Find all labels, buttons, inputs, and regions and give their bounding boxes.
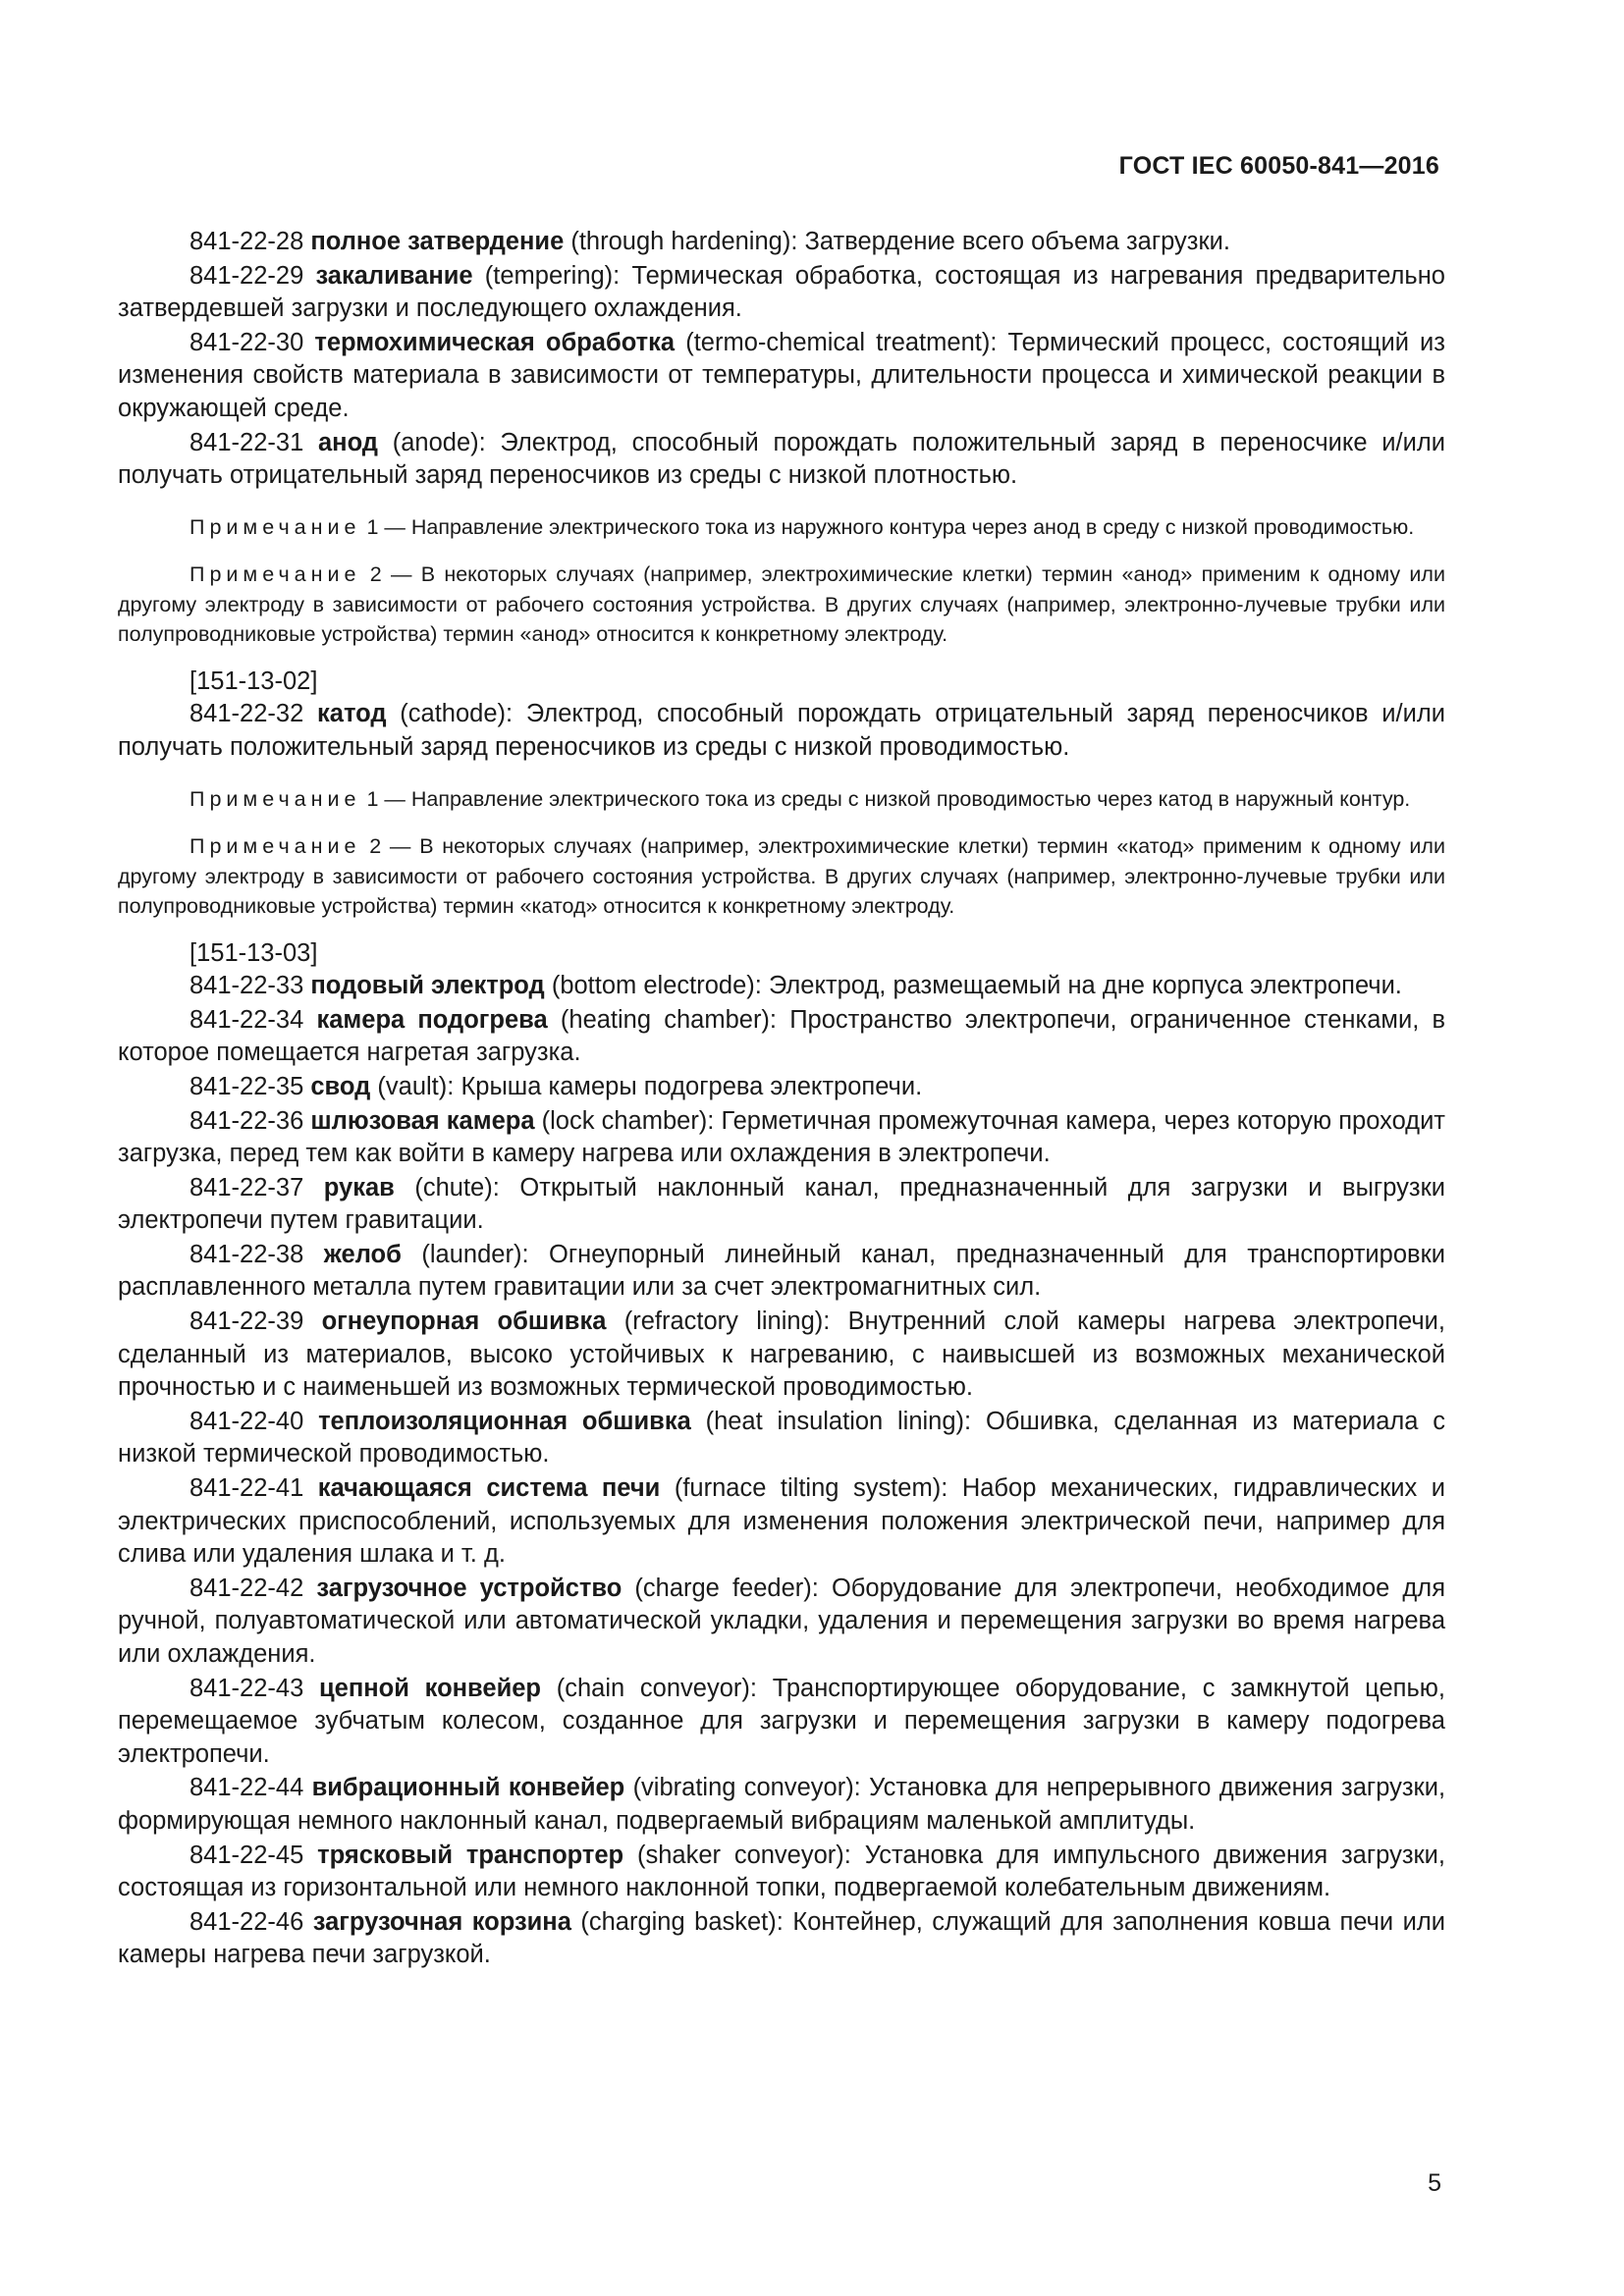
term-english: (through hardening):	[570, 228, 798, 255]
term-english: (anode):	[392, 428, 486, 456]
term-entry	[118, 970, 1445, 1003]
term-english: (bottom electrode):	[551, 972, 762, 1000]
term-english: (heat insulation lining):	[705, 1407, 972, 1435]
term-english: (termo-chemical treatment):	[685, 328, 998, 356]
term-english: (furnace tilting system):	[674, 1474, 948, 1503]
term-definition: Электрод, размещаемый на дне корпуса электропечи.	[768, 972, 1402, 1000]
term-number: 841-22-28	[189, 228, 304, 255]
term-definition: Обшивка, сделанная из материала с низкой термической проводимостью.	[118, 1407, 1446, 1468]
term-definition: Пространство электропечи, ограниченное стенками, в которое помещается нагретая загрузка.	[118, 1005, 1445, 1067]
term-title: огнеупорная обшивка	[321, 1308, 607, 1336]
term-entry	[118, 1406, 1445, 1471]
term-definition: Оборудование для электропечи, необходимое для ручной, полуавтоматической или автоматической укладки, удаления и перемещения загрузки во время нагрева или охлаждения.	[118, 1574, 1445, 1668]
term-entry	[118, 1071, 1445, 1104]
term-definition: Установка для импульсного движения загрузки, состоящая из горизонтальной или немного наклонной топки, подвергаемой колебательным движениям.	[118, 1841, 1445, 1902]
term-english: (vibrating conveyor):	[632, 1774, 861, 1802]
term-definition: Установка для непрерывного движения загрузки, формирующая немного наклонный канал, подвергаемый вибрациям маленькой амплитуды.	[118, 1774, 1446, 1835]
term-english: (refractory lining):	[623, 1308, 831, 1336]
note	[118, 560, 1445, 650]
term-definition: Термическая обработка, состоящая из нагревания предварительно затвердевшей загрузки и последующего охлаждения.	[118, 261, 1445, 323]
term-entry	[118, 1306, 1445, 1405]
term-entry	[118, 1472, 1445, 1572]
term-number: 841-22-34	[189, 1005, 304, 1034]
term-number: 841-22-32	[189, 700, 304, 728]
term-number: 841-22-29	[189, 261, 304, 290]
term-definition: Внутренний слой камеры нагрева электропечи, сделанный из материалов, высоко устойчивых к нагреванию, с наивысшей из возможных механической прочностью и с наименьшей из возможных термической проводимостью.	[118, 1308, 1445, 1402]
term-entry	[118, 327, 1445, 426]
term-number: 841-22-30	[189, 328, 304, 356]
term-entry	[118, 1673, 1445, 1772]
term-english: (tempering):	[484, 261, 621, 290]
term-title: желоб	[323, 1240, 402, 1268]
term-english: (lock chamber):	[541, 1106, 715, 1135]
term-number: 841-22-36	[189, 1106, 304, 1135]
term-number: 841-22-41	[189, 1474, 304, 1503]
term-entry	[118, 1172, 1445, 1238]
term-definition: Герметичная промежуточная камера, через которую проходит загрузка, перед тем как войти в камеру нагрева или охлаждения в электропечи.	[118, 1106, 1445, 1168]
term-entry	[118, 1004, 1445, 1070]
term-title: термохимическая обработка	[314, 328, 676, 356]
term-title: вибрационный конвейер	[311, 1774, 625, 1802]
term-definition: Крыша камеры подогрева электропечи.	[460, 1072, 923, 1100]
term-number: 841-22-40	[189, 1407, 304, 1435]
term-english: (cathode):	[400, 700, 514, 728]
term-title: камера подогрева	[316, 1005, 548, 1034]
note	[118, 831, 1445, 922]
term-entry	[118, 1239, 1445, 1305]
term-title: теплоизоляционная обшивка	[318, 1407, 691, 1435]
term-entry	[118, 427, 1445, 493]
term-number: 841-22-39	[189, 1308, 304, 1336]
term-definition: Электрод, способный порождать положительный заряд в переносчике и/или получать отрицательный заряд переносчиков из среды с низкой плотностью.	[118, 428, 1445, 490]
term-english: (chute):	[414, 1173, 500, 1201]
note-text: 1 — Направление электрического тока из наружного контура через анод в среду с низкой проводимостью.	[366, 514, 1415, 539]
term-number: 841-22-31	[189, 428, 304, 456]
term-english: (launder):	[421, 1240, 529, 1268]
source-reference: [151-13-03]	[189, 938, 318, 967]
term-definition: Открытый наклонный канал, предназначенный для загрузки и выгрузки электропечи путем гравитации.	[118, 1173, 1445, 1235]
note-text: 2 — В некоторых случаях (например, электрохимические клетки) термин «катод» применим к одному или другому электроду в зависимости от рабочего состояния устройства. В других случаях (например, электронно-лучевые трубки или полупроводниковые устройства) термин «катод» относится к конкретному электроду.	[118, 834, 1445, 919]
term-english: (heating chamber):	[560, 1005, 778, 1034]
term-title: качающаяся система печи	[317, 1474, 661, 1503]
term-definition: Набор механических, гидравлических и электрических приспособлений, используемых для изменения положения электрической печи, например для слива или удаления шлака и т. д.	[118, 1474, 1445, 1569]
term-number: 841-22-38	[189, 1240, 304, 1268]
note	[118, 512, 1445, 543]
term-number: 841-22-43	[189, 1674, 304, 1702]
term-entry	[118, 1906, 1445, 1972]
term-english: (vault):	[377, 1072, 455, 1100]
note-text: 1 — Направление электрического тока из среды с низкой проводимостью через катод в наружный контур.	[366, 786, 1411, 811]
term-english: (charging basket):	[580, 1907, 784, 1936]
term-entry	[118, 698, 1445, 764]
term-number: 841-22-46	[189, 1907, 304, 1936]
term-definition: Огнеупорный линейный канал, предназначенный для транспортировки расплавленного металла путем гравитации или за счет электромагнитных сил.	[118, 1240, 1445, 1302]
document-body	[118, 226, 1445, 1973]
term-definition: Термический процесс, состоящий из изменения свойств материала в зависимости от температуры, длительности процесса и химической реакции в окружающей среде.	[118, 328, 1445, 422]
note	[118, 784, 1445, 815]
term-title: загрузочное устройство	[316, 1574, 623, 1602]
term-title: подовый электрод	[310, 972, 545, 1000]
term-number: 841-22-42	[189, 1574, 304, 1602]
term-number: 841-22-45	[189, 1841, 304, 1869]
note-label: Примечание	[189, 786, 361, 811]
term-entry	[118, 226, 1445, 259]
term-entry	[118, 1573, 1445, 1672]
term-number: 841-22-44	[189, 1774, 304, 1802]
page-number: 5	[1428, 2169, 1441, 2197]
term-entry	[118, 1772, 1445, 1838]
term-number: 841-22-33	[189, 972, 304, 1000]
note-label: Примечание	[189, 562, 361, 587]
term-english: (charge feeder):	[634, 1574, 819, 1602]
note-label: Примечание	[189, 834, 361, 859]
term-definition: Электрод, способный порождать отрицательный заряд переносчиков и/или получать положительный заряд переносчиков из среды с низкой проводимостью.	[118, 700, 1445, 761]
source-reference: [151-13-02]	[189, 667, 318, 695]
term-number: 841-22-35	[189, 1072, 304, 1100]
term-title: анод	[317, 428, 378, 456]
term-definition: Затвердение всего объема загрузки.	[804, 228, 1230, 255]
term-title: рукав	[323, 1173, 395, 1201]
standard-code-header: ГОСТ IEC 60050-841—2016	[1118, 152, 1439, 180]
term-entry	[118, 260, 1445, 326]
term-title: закаливание	[315, 261, 473, 290]
term-number: 841-22-37	[189, 1173, 304, 1201]
term-title: полное затвердение	[310, 228, 565, 255]
term-definition: Контейнер, служащий для заполнения ковша печи или камеры нагрева печи загрузкой.	[118, 1907, 1446, 1969]
term-english: (chain conveyor):	[556, 1674, 757, 1702]
term-english: (shaker conveyor):	[636, 1841, 851, 1869]
term-title: свод	[310, 1072, 371, 1100]
term-definition: Транспортирующее оборудование, с замкнутой цепью, перемещаемое зубчатым колесом, созданное для загрузки и перемещения загрузки в камеру подогрева электропечи.	[118, 1674, 1445, 1768]
term-title: загрузочная корзина	[312, 1907, 571, 1936]
note-label: Примечание	[189, 514, 361, 539]
term-title: трясковый транспортер	[317, 1841, 624, 1869]
term-title: цепной конвейер	[319, 1674, 542, 1702]
term-entry	[118, 1105, 1445, 1171]
term-title: катод	[317, 700, 387, 728]
term-entry	[118, 1840, 1445, 1905]
term-title: шлюзовая камера	[310, 1106, 535, 1135]
note-text: 2 — В некоторых случаях (например, электрохимические клетки) термин «анод» применим к одному или другому электроду в зависимости от рабочего состояния устройства. В других случаях (например, электронно-лучевые трубки или полупроводниковые устройства) термин «анод» относится к конкретному электроду.	[118, 562, 1445, 647]
